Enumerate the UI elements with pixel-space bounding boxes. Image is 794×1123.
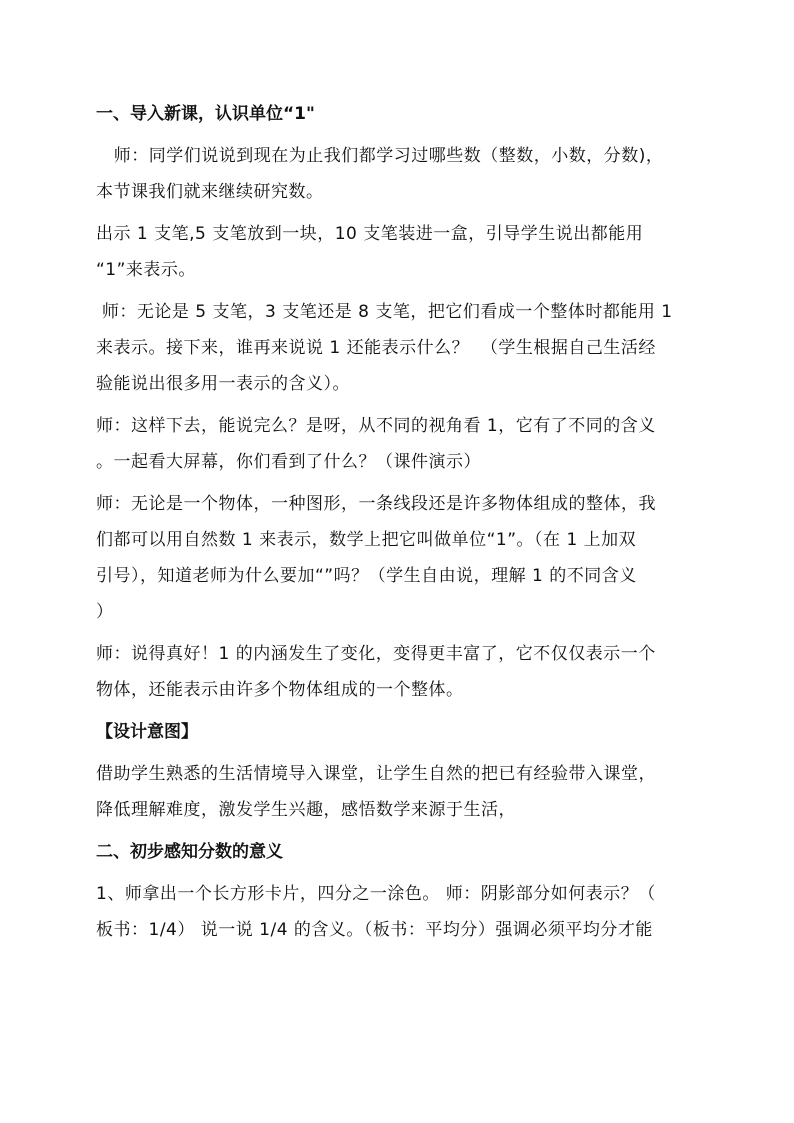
paragraph-1 [96,138,700,210]
paragraph-line: 来表示。接下来，谁再来说说 1 还能表示什么？ （学生根据自己生活经 [96,338,656,358]
paragraph-line: 引号），知道老师为什么要加“”吗？（学生自由说，理解 1 的不同含义 [96,566,637,586]
paragraph-line: 板书：1/4） 说一说 1/4 的含义。（板书：平均分）强调必须平均分才能 [96,920,653,940]
paragraph-line: 师：这样下去，能说完么？是呀，从不同的视角看 1，它有了不同的含义 [96,416,656,436]
paragraph-line: 师：说得真好！1 的内涵发生了变化，变得更丰富了，它不仅仅表示一个 [96,644,656,664]
paragraph-line: “1”来表示。 [96,260,196,280]
paragraph-line: 师：无论是一个物体，一种图形，一条线段还是许多物体组成的整体，我 [96,494,656,514]
document-body [96,96,700,948]
section-1-title: 一、导入新课，认识单位“1" [96,104,315,124]
paragraph-line: 师：无论是 5 支笔，3 支笔还是 8 支笔，把它们看成一个整体时都能用 1 [96,302,673,322]
section-2-title: 二、初步感知分数的意义 [96,842,283,862]
paragraph-7 [96,756,700,828]
paragraph-line: 借助学生熟悉的生活情境导入课堂，让学生自然的把已有经验带入课堂， [96,764,656,784]
paragraph-line: 。一起看大屏幕，你们看到了什么？（课件演示） [96,452,481,472]
paragraph-6 [96,636,700,708]
paragraph-8 [96,876,700,948]
paragraph-line: 师：同学们说说到现在为止我们都学习过哪些数（整数，小数，分数)， [96,146,664,166]
paragraph-line: 降低理解难度，激发学生兴趣，感悟数学来源于生活， [96,800,516,820]
paragraph-line: 1、师拿出一个长方形卡片，四分之一涂色。 师：阴影部分如何表示？（ [96,884,656,904]
paragraph-4 [96,408,700,480]
paragraph-line: 出示 1 支笔,5 支笔放到一块，10 支笔装进一盒，引导学生说出都能用 [96,224,644,244]
paragraph-line: ） [96,602,114,622]
paragraph-3 [96,294,700,402]
design-intent-title: 【设计意图】 [96,722,198,742]
paragraph-line: 物体，还能表示由许多个物体组成的一个整体。 [96,680,464,700]
paragraph-line: 们都可以用自然数 1 来表示，数学上把它叫做单位“1”。（在 1 上加双 [96,530,637,550]
paragraph-line: 本节课我们就来继续研究数。 [96,182,324,202]
paragraph-5 [96,486,700,630]
paragraph-2 [96,216,700,288]
paragraph-line: 验能说出很多用一表示的含义）。 [96,374,350,394]
